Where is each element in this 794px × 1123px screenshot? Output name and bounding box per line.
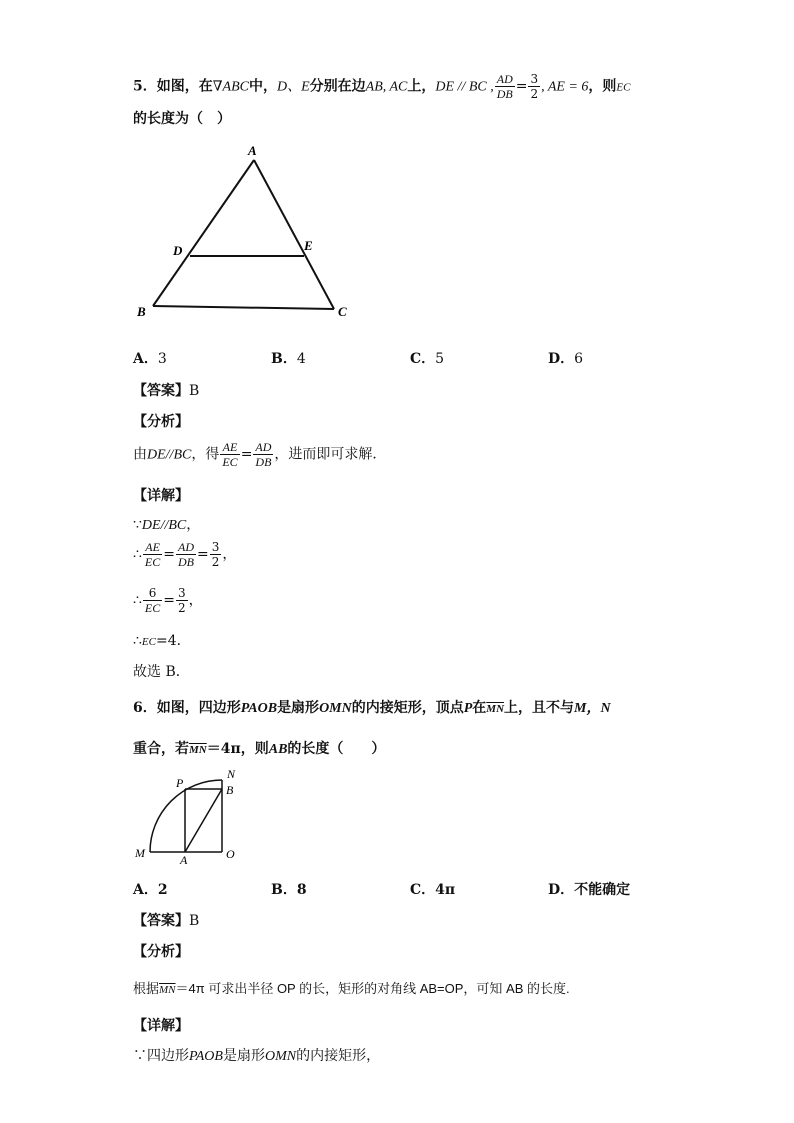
label-a: A — [248, 143, 257, 158]
text: DE//BC — [141, 518, 187, 533]
answer-tag: 【答案】 — [133, 383, 189, 399]
frac-num: 3 — [530, 72, 539, 86]
q6-stem-line2 — [133, 738, 385, 758]
label-a: A — [180, 853, 188, 866]
text: OMN — [264, 1049, 297, 1064]
fraction — [176, 540, 196, 569]
option-value: 4 — [296, 351, 306, 367]
arc-mn: $\overline{MN}$ — [486, 703, 505, 715]
q5-answer — [133, 380, 199, 400]
q6-sector-figure — [130, 766, 245, 866]
text: 根据 — [133, 981, 160, 996]
q5-points-de: D、E — [276, 79, 310, 95]
answer-tag: 【答案】 — [133, 913, 189, 929]
text: PAOB — [240, 701, 278, 716]
frac-num: AD — [178, 540, 194, 554]
q5-conclusion: 故选 B． — [133, 664, 190, 680]
text: 是扇形 — [277, 700, 320, 716]
arc-mn: $\overline{MN}$ — [159, 984, 176, 996]
frac-den: EC — [222, 455, 238, 469]
text: EC — [141, 636, 156, 648]
q5-analysis-text: 由DE//BC，得 $\frac{AE}{EC}$ = $\frac{AD}{DB}$ ，进而即可求解． — [133, 440, 387, 469]
q5-triangle: ∇ABC — [212, 79, 249, 95]
q6-option-b[interactable] — [271, 879, 307, 899]
q6-option-a[interactable] — [133, 879, 168, 899]
text: 由 — [133, 446, 147, 463]
parallel: DE//BC — [147, 447, 192, 463]
option-label: C． — [410, 882, 436, 898]
option-label: A． — [133, 351, 158, 367]
text: ＝4π，则 — [206, 741, 269, 757]
text: =4． — [155, 633, 191, 649]
frac-den: 2 — [530, 87, 539, 101]
frac-den: 2 — [211, 555, 220, 569]
text: 6．如图，四边形 — [133, 700, 241, 716]
text: OMN — [319, 701, 352, 716]
q5-text: 分别在边 — [309, 78, 366, 95]
q5-step1 — [133, 514, 200, 534]
q6-option-c[interactable] — [410, 879, 455, 899]
q6-stem-line1 — [133, 697, 611, 717]
frac-num: AE — [220, 440, 239, 455]
option-label: B． — [271, 882, 297, 898]
fraction-ad-db — [253, 440, 273, 469]
answer-value: B — [189, 383, 200, 399]
q5-stem-line2: 的长度为（ ） — [133, 111, 231, 127]
q5-fraction-3-2 — [528, 72, 540, 101]
text: 上，且不与 — [504, 700, 575, 716]
text: 的内接矩形， — [296, 1048, 381, 1064]
q5-sides: AB, AC — [365, 79, 408, 95]
q6-analysis-text — [133, 978, 570, 997]
q5-step4 — [133, 630, 191, 650]
fraction — [143, 540, 162, 569]
frac-den: DB — [496, 87, 513, 101]
q5-ec: EC — [616, 81, 631, 94]
option-value: 4π — [435, 882, 456, 898]
text: ，得 — [191, 446, 220, 463]
option-label: D． — [548, 351, 575, 367]
q6-answer — [133, 910, 199, 930]
frac-num: 3 — [178, 586, 186, 600]
label-o: O — [226, 847, 235, 861]
frac-num: 6 — [143, 586, 162, 601]
side-ac — [254, 160, 334, 309]
q5-option-d[interactable] — [548, 348, 583, 368]
option-label: D． — [548, 882, 575, 898]
frac-den: 2 — [178, 601, 186, 615]
q5-analysis-tag: 【分析】 — [133, 414, 189, 430]
frac-num: 3 — [211, 540, 220, 554]
q5-fraction-ad-db — [495, 72, 515, 101]
option-label: C． — [410, 351, 436, 367]
equals: = — [515, 78, 528, 95]
text: ， — [188, 592, 203, 609]
q5-number: 5．如图，在 — [133, 78, 213, 95]
q5-ae-value: , AE = 6 — [541, 79, 589, 95]
q5-text: 上， — [407, 78, 436, 95]
q5-option-b[interactable] — [271, 348, 306, 368]
q5-triangle-figure — [130, 138, 360, 323]
text: PAOB — [189, 1049, 223, 1064]
q5-step2: ∴ $\frac{AE}{EC}$ = $\frac{AD}{DB}$ = $\frac{3}{2}$ ， — [133, 540, 237, 569]
frac-num: AD — [496, 72, 513, 86]
option-value: 8 — [296, 882, 307, 898]
label-n: N — [227, 767, 236, 781]
q5-step3: ∴ $\frac{6}{EC}$ = $\frac{3}{2}$ ， — [133, 586, 203, 615]
text: 是扇形 — [222, 1048, 265, 1064]
arc-mn: $\overline{MN}$ — [189, 744, 207, 756]
arc-mn — [150, 780, 222, 852]
q6-analysis-tag: 【分析】 — [133, 944, 189, 960]
fraction-ae-ec — [220, 440, 239, 469]
q5-text: 中， — [248, 78, 277, 95]
option-label: A． — [133, 882, 158, 898]
q5-parallel: DE // BC , — [435, 79, 494, 95]
q5-stem-line1 — [133, 72, 630, 101]
text: P — [463, 701, 473, 716]
text: ∵四边形 — [133, 1048, 189, 1064]
text: 在 — [472, 700, 487, 716]
q5-option-c[interactable] — [410, 348, 444, 368]
answer-value: B — [189, 913, 200, 929]
frac-num: AD — [255, 440, 272, 454]
text: ， — [186, 517, 201, 533]
text: 的内接矩形，顶点 — [351, 700, 464, 716]
option-value: 6 — [574, 351, 584, 367]
q6-detail-text — [133, 1045, 380, 1065]
fraction — [176, 586, 188, 615]
q5-option-a[interactable] — [133, 348, 167, 368]
fraction — [210, 540, 222, 569]
because-symbol: ∵ — [133, 517, 142, 533]
label-b: B — [226, 783, 234, 797]
diagonal-ab — [185, 789, 222, 852]
frac-num: AE — [143, 540, 162, 555]
label-b: B — [137, 304, 146, 319]
frac-den: DB — [255, 455, 272, 469]
label-c: C — [338, 304, 347, 319]
text: M，N — [574, 701, 611, 716]
side-bc — [153, 306, 334, 309]
text: ＝4π 可求出半径 OP 的长，矩形的对角线 AB=OP，可知 AB 的长度. — [175, 981, 570, 996]
therefore-symbol: ∴ — [133, 592, 142, 609]
text: 重合，若 — [133, 741, 189, 757]
option-value: 5 — [435, 351, 445, 367]
text: ， — [222, 546, 237, 563]
label-m: M — [135, 846, 145, 860]
label-d: D — [173, 243, 183, 258]
frac-den: EC — [144, 555, 161, 569]
therefore-symbol: ∴ — [133, 633, 142, 649]
therefore-symbol: ∴ — [133, 546, 142, 563]
fraction — [143, 586, 162, 615]
option-value: 不能确定 — [574, 882, 631, 898]
q6-detail-tag: 【详解】 — [133, 1018, 189, 1034]
q6-option-d[interactable] — [548, 879, 630, 899]
q5-detail-tag: 【详解】 — [133, 488, 189, 504]
q5-text: ，则 — [588, 78, 617, 95]
option-value: 2 — [157, 882, 168, 898]
label-p: P — [176, 776, 184, 790]
text: 的长度（ ） — [287, 741, 386, 757]
label-e: E — [304, 238, 313, 253]
frac-den: EC — [144, 601, 161, 615]
side-ab — [153, 160, 254, 306]
text: ，进而即可求解． — [274, 446, 387, 463]
text: AB — [268, 742, 288, 757]
frac-den: DB — [178, 555, 194, 569]
option-value: 3 — [157, 351, 167, 367]
option-label: B． — [271, 351, 297, 367]
